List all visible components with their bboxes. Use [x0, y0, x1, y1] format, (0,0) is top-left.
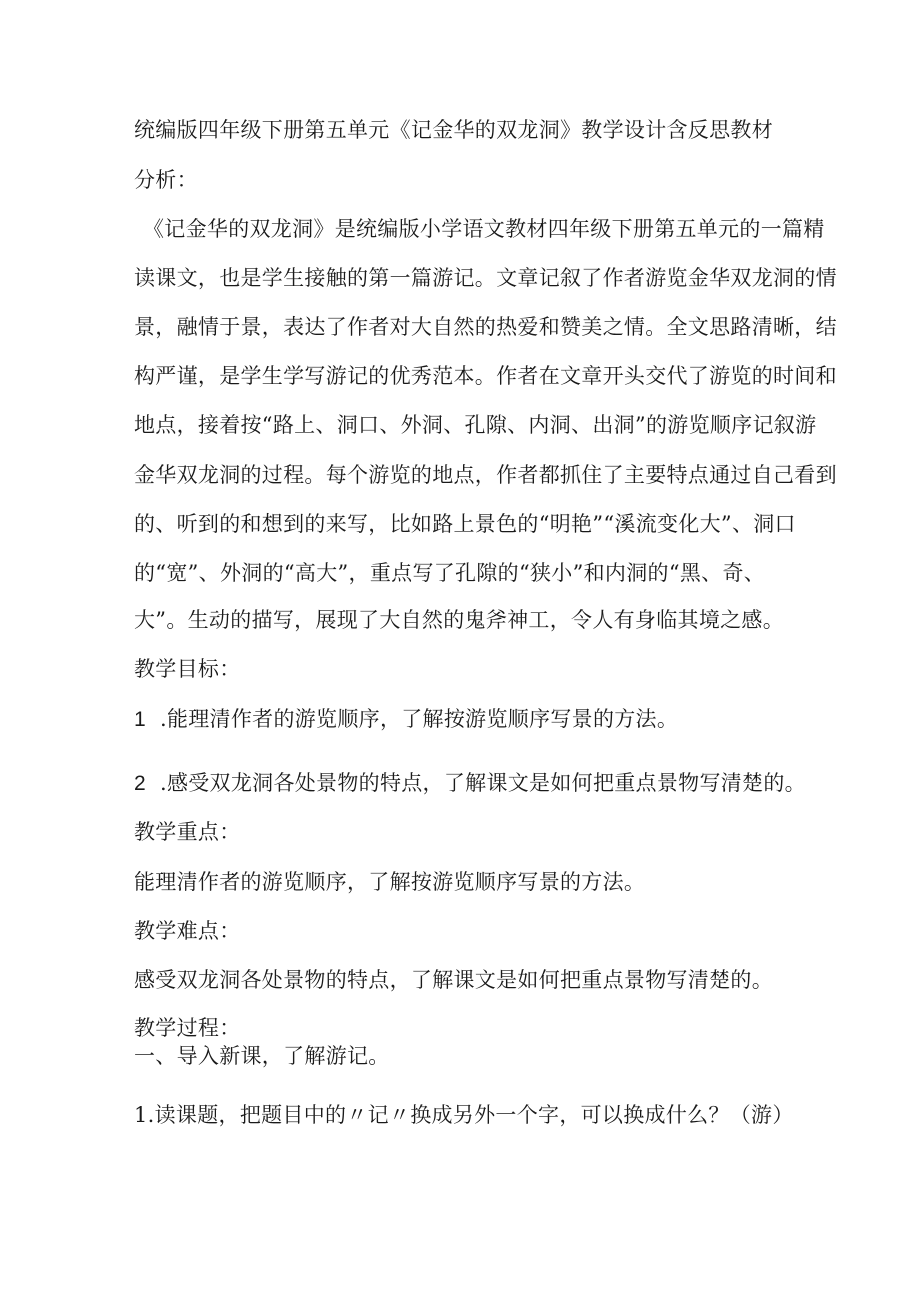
title-line-1: 统编版四年级下册第五单元《记金华的双龙洞》教学设计含反思教材	[134, 118, 773, 142]
process-heading: 教学过程：	[134, 1016, 241, 1040]
goal-number: 2	[134, 772, 146, 795]
analysis-line-8: 的“宽”、外洞的“高大”，重点写了孔隙的“狭小”和内洞的“黑、奇、	[134, 561, 766, 585]
analysis-line-4: 构严谨，是学生学写游记的优秀范本。作者在文章开头交代了游览的时间和	[134, 364, 837, 388]
analysis-line-7: 的、听到的和想到的来写，比如路上景色的“明艳”“溪流变化大”、洞口	[134, 512, 796, 536]
title-line-2: 分析：	[134, 168, 198, 192]
analysis-line-3: 景，融情于景，表达了作者对大自然的热爱和赞美之情。全文思路清晰，结	[134, 315, 837, 339]
key-heading: 教学重点：	[134, 820, 241, 844]
analysis-line-6: 金华双龙洞的过程。每个游览的地点，作者都抓住了主要特点通过自己看到	[134, 463, 837, 487]
analysis-line-1: 《记金华的双龙洞》是统编版小学语文教材四年级下册第五单元的一篇精	[143, 217, 825, 241]
goal-item-1	[134, 705, 678, 734]
analysis-line-5: 地点，接着按“路上、洞口、外洞、孔隙、内洞、出洞”的游览顺序记叙游	[134, 413, 817, 437]
goal-text: .感受双龙洞各处景物的特点，了解课文是如何把重点景物写清楚的。	[159, 771, 806, 795]
process-step: 1.读课题，把题目中的〃记〃换成另外一个字，可以换成什么？（游）	[134, 1103, 794, 1127]
goal-text: .能理清作者的游览顺序，了解按游览顺序写景的方法。	[159, 707, 679, 731]
analysis-line-9: 大”。生动的描写，展现了大自然的鬼斧神工，令人有身临其境之感。	[134, 608, 785, 632]
key-text: 能理清作者的游览顺序，了解按游览顺序写景的方法。	[134, 870, 646, 894]
goals-heading: 教学目标：	[134, 657, 241, 681]
process-section: 一、导入新课，了解游记。	[134, 1044, 390, 1068]
goal-item-2	[134, 769, 806, 798]
goal-number: 1	[134, 708, 146, 731]
difficulty-heading: 教学难点：	[134, 919, 241, 943]
difficulty-text: 感受双龙洞各处景物的特点，了解课文是如何把重点景物写清楚的。	[134, 968, 773, 992]
analysis-line-2: 读课文，也是学生接触的第一篇游记。文章记叙了作者游览金华双龙洞的情	[134, 266, 837, 290]
